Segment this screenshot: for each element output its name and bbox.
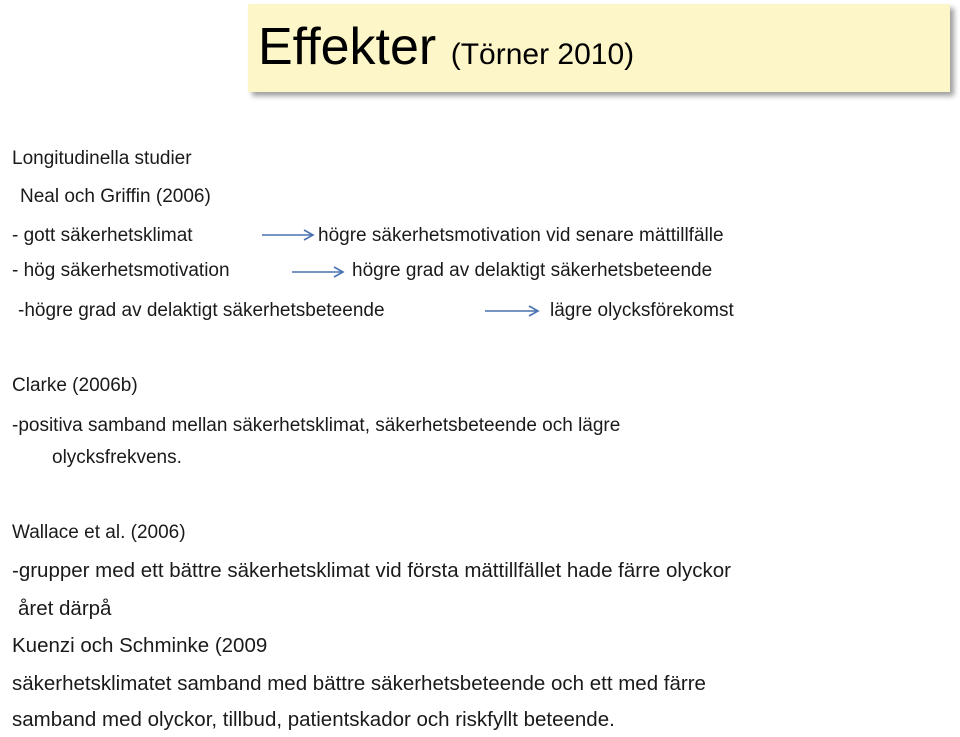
section-heading-longitudinal: Longitudinella studier [12, 148, 192, 169]
author-neal-griffin: Neal och Griffin (2006) [20, 186, 211, 207]
slide-title [258, 16, 634, 86]
title-subtitle: (Törner 2010) [450, 38, 635, 71]
right-arrow-icon [262, 228, 316, 242]
wallace-finding-line-2: året därpå [18, 597, 112, 620]
kuenzi-finding-line-2: samband med olyckor, tillbud, patientskador och riskfyllt beteende. [12, 708, 615, 731]
title-main-text: Effekter [258, 18, 437, 76]
clarke-finding-line-2: olycksfrekvens. [52, 447, 182, 468]
finding-left-3: -högre grad av delaktigt säkerhetsbeteende [18, 300, 385, 321]
author-wallace: Wallace et al. (2006) [12, 522, 186, 543]
right-arrow-icon [292, 265, 346, 279]
finding-right-2: högre grad av delaktigt säkerhetsbeteende [352, 260, 713, 281]
clarke-finding-line-1: -positiva samband mellan säkerhetsklimat, säkerhetsbeteende och lägre [12, 415, 621, 436]
author-clarke: Clarke (2006b) [12, 375, 138, 396]
finding-left-1: - gott säkerhetsklimat [12, 225, 193, 246]
right-arrow-icon [485, 304, 541, 318]
finding-left-2: - hög säkerhetsmotivation [12, 260, 230, 281]
finding-right-1: högre säkerhetsmotivation vid senare mättillfälle [318, 225, 724, 246]
finding-right-3: lägre olycksförekomst [550, 300, 734, 321]
author-kuenzi-schminke: Kuenzi och Schminke (2009 [12, 634, 268, 657]
title-box [248, 4, 950, 92]
kuenzi-finding-line-1: säkerhetsklimatet samband med bättre säkerhetsbeteende och ett med färre [12, 672, 706, 695]
wallace-finding-line-1: -grupper med ett bättre säkerhetsklimat vid första mättillfället hade färre olyckor [12, 559, 731, 582]
